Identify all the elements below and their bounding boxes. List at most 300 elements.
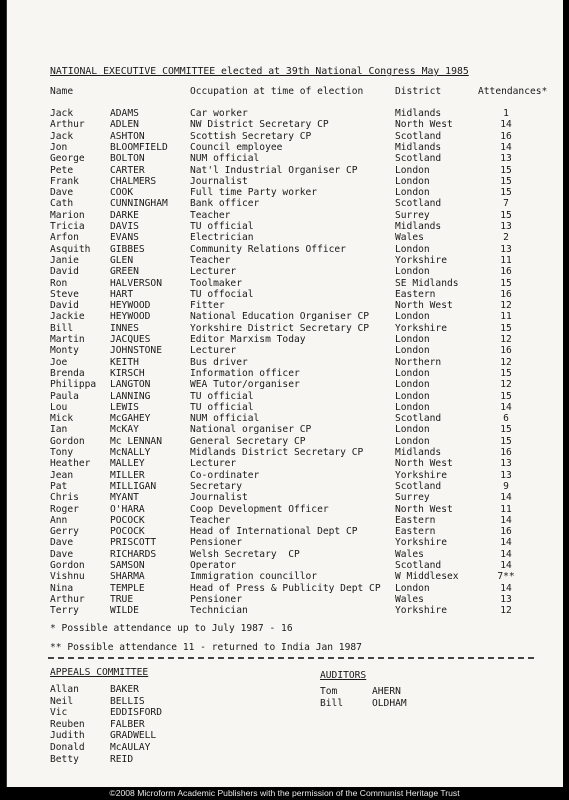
member-attendances: 16: [500, 526, 512, 538]
header-name: Name: [50, 86, 74, 97]
member-last-name: TRUE: [110, 593, 134, 605]
table-row: [6, 549, 563, 560]
member-occupation: Lecturer: [190, 266, 237, 278]
member-attendances: 1: [503, 108, 509, 119]
member-first-name: George: [50, 153, 85, 165]
member-occupation: TU offocial: [190, 288, 254, 300]
header-occupation: Occupation at time of election: [190, 86, 364, 97]
header-attendances: Attendances*: [478, 86, 548, 97]
member-occupation: Coop Development Officer: [190, 503, 329, 515]
member-district: London: [395, 243, 430, 255]
member-occupation: Teacher: [190, 209, 231, 221]
member-occupation: Nat'l Industrial Organiser CP: [190, 164, 358, 176]
member-attendances: 14: [500, 119, 512, 131]
member-occupation: NW District Secretary CP: [190, 119, 329, 131]
member-first-name: Steve: [50, 288, 79, 300]
member-last-name: MALLEY: [110, 458, 145, 470]
member-occupation: Journalist: [190, 175, 248, 187]
table-row: [6, 470, 563, 481]
member-last-name: DARKE: [110, 209, 139, 221]
member-last-name: RICHARDS: [110, 548, 157, 560]
table-row: [6, 436, 563, 447]
member-attendances: 11: [500, 311, 512, 323]
appeals-last-name: BAKER: [110, 684, 139, 695]
member-last-name: POCOCK: [110, 526, 145, 538]
member-attendances: 16: [500, 130, 512, 142]
table-row: [6, 357, 563, 368]
member-first-name: Gerry: [50, 526, 79, 538]
member-attendances: 11: [500, 254, 512, 266]
member-last-name: SAMSON: [110, 560, 145, 571]
member-first-name: Nina: [50, 582, 74, 594]
member-district: London: [395, 266, 430, 278]
member-district: Yorkshire: [395, 469, 447, 481]
member-first-name: Arthur: [50, 593, 85, 605]
table-row: [6, 345, 563, 356]
member-attendances: 14: [500, 492, 512, 504]
member-last-name: O'HARA: [110, 503, 145, 515]
member-last-name: McGAHEY: [110, 413, 151, 425]
appeals-last-name: REID: [110, 753, 134, 765]
member-last-name: MYANT: [110, 492, 139, 504]
member-district: London: [395, 435, 430, 447]
member-attendances: 14: [500, 548, 512, 560]
member-district: Surrey: [395, 492, 430, 504]
auditor-first-name: Tom: [320, 686, 338, 697]
appeals-last-name: McAULAY: [110, 742, 151, 753]
member-occupation: Car worker: [190, 108, 248, 119]
auditor-last-name: OLDHAM: [372, 697, 407, 709]
table-row: [6, 504, 563, 515]
member-district: London: [395, 311, 430, 323]
copyright-footer: ©2008 Microform Academic Publishers with the permission of the Communist Heritage Trust: [109, 788, 460, 798]
member-first-name: Frank: [50, 175, 79, 187]
member-district: London: [395, 187, 430, 199]
member-occupation: Midlands District Secretary CP: [190, 447, 364, 458]
member-first-name: Pat: [50, 480, 68, 492]
member-district: SE Midlands: [395, 277, 459, 289]
auditor-last-name: AHERN: [372, 686, 401, 697]
member-first-name: Philippa: [50, 379, 97, 391]
member-last-name: SHARMA: [110, 571, 145, 583]
member-last-name: BOLTON: [110, 153, 145, 165]
member-first-name: Dave: [50, 548, 74, 560]
member-first-name: Arfon: [50, 232, 79, 244]
member-attendances: 12: [500, 605, 512, 617]
table-row: [6, 379, 563, 390]
table-row: [6, 165, 563, 176]
member-district: North West: [395, 119, 453, 131]
member-attendances: 2: [503, 232, 509, 244]
dashed-divider: [48, 657, 534, 659]
member-last-name: JOHNSTONE: [110, 345, 162, 357]
member-last-name: LANNING: [110, 390, 151, 402]
member-district: W Middlesex: [395, 571, 459, 583]
member-attendances: 13: [500, 153, 512, 165]
member-district: London: [395, 334, 430, 345]
member-first-name: Lou: [50, 401, 68, 413]
member-district: Yorkshire: [395, 322, 447, 334]
member-last-name: LANGTON: [110, 379, 151, 391]
member-attendances: 12: [500, 300, 512, 312]
header-district: District: [395, 86, 442, 97]
member-district: London: [395, 424, 430, 436]
table-row: [6, 198, 563, 209]
member-first-name: Vishnu: [50, 571, 85, 583]
appeals-last-name: EDDISFORD: [110, 707, 162, 719]
member-district: London: [395, 582, 430, 594]
member-first-name: Marion: [50, 209, 85, 221]
member-district: Wales: [395, 548, 424, 560]
member-first-name: Roger: [50, 503, 79, 515]
member-occupation: National Education Organiser CP: [190, 311, 370, 323]
member-first-name: Tricia: [50, 221, 85, 232]
member-first-name: Gordon: [50, 560, 85, 571]
member-last-name: KEITH: [110, 356, 139, 368]
member-district: Northern: [395, 356, 442, 368]
member-first-name: Cath: [50, 198, 74, 210]
member-attendances: 15: [500, 175, 512, 187]
table-row: [6, 368, 563, 379]
member-district: Midlands: [395, 221, 442, 232]
member-attendances: 13: [500, 221, 512, 232]
member-last-name: KIRSCH: [110, 367, 145, 379]
table-row: [6, 244, 563, 255]
member-attendances: 15: [500, 390, 512, 402]
member-first-name: Arthur: [50, 119, 85, 131]
member-attendances: 15: [500, 277, 512, 289]
member-occupation: Co-ordinater: [190, 469, 260, 481]
member-district: Midlands: [395, 108, 442, 119]
table-row: [6, 176, 563, 187]
table-row: [6, 402, 563, 413]
member-attendances: 11: [500, 503, 512, 515]
table-row: [6, 594, 563, 605]
member-district: Scotland: [395, 560, 442, 571]
table-row: [6, 458, 563, 469]
member-occupation: Scottish Secretary CP: [190, 130, 312, 142]
member-last-name: EVANS: [110, 232, 139, 244]
member-occupation: Yorkshire District Secretary CP: [190, 322, 370, 334]
member-attendances: 15: [500, 367, 512, 379]
appeals-last-name: FALBER: [110, 718, 145, 730]
member-first-name: Jackie: [50, 311, 85, 323]
member-attendances: 15: [500, 435, 512, 447]
member-first-name: Terry: [50, 605, 79, 617]
appeals-first-name: Vic: [50, 707, 68, 719]
member-occupation: Teacher: [190, 514, 231, 526]
member-first-name: Brenda: [50, 367, 85, 379]
member-occupation: Information officer: [190, 367, 300, 379]
member-occupation: TU official: [190, 401, 254, 413]
member-attendances: 14: [500, 401, 512, 413]
member-district: Scotland: [395, 198, 442, 210]
member-attendances: 16: [500, 447, 512, 458]
appeals-last-name: BELLIS: [110, 695, 145, 707]
member-last-name: WILDE: [110, 605, 139, 617]
member-occupation: Full time Party worker: [190, 187, 318, 199]
appeals-first-name: Judith: [50, 730, 85, 742]
member-last-name: HART: [110, 288, 134, 300]
member-last-name: DAVIS: [110, 221, 139, 232]
member-last-name: HEYWOOD: [110, 300, 151, 312]
member-occupation: Editor Marxism Today: [190, 334, 306, 345]
table-row: [6, 300, 563, 311]
member-last-name: McKAY: [110, 424, 139, 436]
member-district: Wales: [395, 593, 424, 605]
member-district: Wales: [395, 232, 424, 244]
table-row: [6, 560, 563, 571]
member-attendances: 12: [500, 379, 512, 391]
member-occupation: TU official: [190, 390, 254, 402]
member-attendances: 6: [503, 413, 509, 425]
member-attendances: 13: [500, 593, 512, 605]
member-first-name: Asquith: [50, 243, 91, 255]
member-occupation: Welsh Secretary CP: [190, 548, 300, 560]
member-attendances: 7: [503, 198, 509, 210]
footnote-single-star: * Possible attendance up to July 1987 - 16: [50, 622, 293, 634]
member-district: London: [395, 345, 430, 357]
member-occupation: WEA Tutor/organiser: [190, 379, 300, 391]
table-row: [6, 210, 563, 221]
member-district: Midlands: [395, 141, 442, 153]
member-first-name: Jon: [50, 141, 68, 153]
member-last-name: HEYWOOD: [110, 311, 151, 323]
member-occupation: National organiser CP: [190, 424, 312, 436]
member-last-name: LEWIS: [110, 401, 139, 413]
member-occupation: Pensioner: [190, 593, 242, 605]
member-district: Yorkshire: [395, 254, 447, 266]
member-district: Eastern: [395, 514, 436, 526]
member-occupation: Lecturer: [190, 458, 237, 470]
member-first-name: Joe: [50, 356, 68, 368]
table-row: [6, 571, 563, 582]
member-last-name: GIBBES: [110, 243, 145, 255]
member-occupation: Operator: [190, 560, 237, 571]
document-page: [6, 0, 563, 787]
member-occupation: Head of Press & Publicity Dept CP: [190, 582, 381, 594]
member-last-name: MILLIGAN: [110, 480, 157, 492]
member-occupation: Lecturer: [190, 345, 237, 357]
member-occupation: Council employee: [190, 141, 283, 153]
table-row: [6, 323, 563, 334]
member-occupation: Electrician: [190, 232, 254, 244]
member-first-name: Janie: [50, 254, 79, 266]
member-last-name: CUNNINGHAM: [110, 198, 168, 210]
member-last-name: Mc LENNAN: [110, 435, 162, 447]
member-district: London: [395, 401, 430, 413]
member-attendances: 7**: [497, 571, 515, 583]
member-occupation: Bank officer: [190, 198, 260, 210]
auditor-first-name: Bill: [320, 697, 344, 709]
appeals-first-name: Neil: [50, 695, 74, 707]
member-attendances: 14: [500, 537, 512, 549]
member-occupation: Teacher: [190, 254, 231, 266]
member-district: London: [395, 379, 430, 391]
table-row: [6, 605, 563, 616]
member-last-name: MILLER: [110, 469, 145, 481]
table-row: [6, 289, 563, 300]
table-row: [6, 278, 563, 289]
member-last-name: POCOCK: [110, 514, 145, 526]
member-district: Scotland: [395, 153, 442, 165]
appeals-first-name: Donald: [50, 742, 85, 753]
member-first-name: Ann: [50, 514, 68, 526]
table-row: [6, 424, 563, 435]
table-row: [6, 131, 563, 142]
member-attendances: 14: [500, 514, 512, 526]
table-row: [6, 447, 563, 458]
member-district: Scotland: [395, 480, 442, 492]
member-first-name: Dave: [50, 537, 74, 549]
member-attendances: 12: [500, 356, 512, 368]
member-attendances: 15: [500, 424, 512, 436]
member-last-name: CARTER: [110, 164, 145, 176]
member-attendances: 15: [500, 187, 512, 199]
appeals-committee-title: APPEALS COMMITTEE: [50, 667, 149, 678]
auditors-title: AUDITORS: [320, 670, 367, 681]
member-occupation: NUM official: [190, 153, 260, 165]
member-first-name: Gordon: [50, 435, 85, 447]
member-occupation: General Secretary CP: [190, 435, 306, 447]
appeals-last-name: GRADWELL: [110, 730, 157, 742]
member-occupation: Bus driver: [190, 356, 248, 368]
member-last-name: JACQUES: [110, 334, 151, 345]
member-last-name: CHALMERS: [110, 175, 157, 187]
appeals-first-name: Reuben: [50, 718, 85, 730]
member-attendances: 12: [500, 334, 512, 345]
member-attendances: 9: [503, 480, 509, 492]
member-occupation: Technician: [190, 605, 248, 617]
table-row: [6, 221, 563, 232]
member-last-name: McNALLY: [110, 447, 151, 458]
member-last-name: PRISCOTT: [110, 537, 157, 549]
member-attendances: 13: [500, 458, 512, 470]
table-row: [6, 481, 563, 492]
member-district: Scotland: [395, 413, 442, 425]
member-district: London: [395, 175, 430, 187]
member-last-name: COOK: [110, 187, 134, 199]
member-last-name: HALVERSON: [110, 277, 162, 289]
member-last-name: BLOOMFIELD: [110, 141, 168, 153]
member-first-name: Jean: [50, 469, 74, 481]
table-row: [6, 413, 563, 424]
member-attendances: 16: [500, 266, 512, 278]
member-first-name: Paula: [50, 390, 79, 402]
table-row: [6, 537, 563, 548]
table-row: [6, 108, 563, 119]
member-first-name: Pete: [50, 164, 74, 176]
member-district: North West: [395, 300, 453, 312]
member-district: North West: [395, 458, 453, 470]
table-row: [6, 583, 563, 594]
member-last-name: INNES: [110, 322, 139, 334]
member-attendances: 14: [500, 141, 512, 153]
table-row: [6, 311, 563, 322]
member-occupation: Pensioner: [190, 537, 242, 549]
member-last-name: TEMPLE: [110, 582, 145, 594]
member-occupation: Fitter: [190, 300, 225, 312]
member-occupation: Community Relations Officer: [190, 243, 346, 255]
member-occupation: NUM official: [190, 413, 260, 425]
member-first-name: Jack: [50, 108, 74, 119]
member-last-name: GLEN: [110, 254, 134, 266]
member-occupation: Secretary: [190, 480, 242, 492]
member-attendances: 16: [500, 288, 512, 300]
member-district: London: [395, 390, 430, 402]
member-first-name: Tony: [50, 447, 74, 458]
appeals-first-name: Allan: [50, 684, 79, 695]
member-last-name: GREEN: [110, 266, 139, 278]
table-row: [6, 334, 563, 345]
member-district: Midlands: [395, 447, 442, 458]
member-last-name: ADLEN: [110, 119, 139, 131]
table-row: [6, 119, 563, 130]
member-first-name: Martin: [50, 334, 85, 345]
table-row: [6, 526, 563, 537]
member-attendances: 14: [500, 582, 512, 594]
document-title: NATIONAL EXECUTIVE COMMITTEE elected at 39th National Congress May 1985: [50, 66, 469, 77]
member-attendances: 15: [500, 164, 512, 176]
table-row: [6, 266, 563, 277]
member-attendances: 16: [500, 345, 512, 357]
member-attendances: 13: [500, 243, 512, 255]
member-first-name: Mick: [50, 413, 74, 425]
member-last-name: ASHTON: [110, 130, 145, 142]
member-district: Yorkshire: [395, 605, 447, 617]
appeals-first-name: Betty: [50, 753, 79, 765]
member-attendances: 15: [500, 322, 512, 334]
member-first-name: Chris: [50, 492, 79, 504]
member-occupation: Head of International Dept CP: [190, 526, 358, 538]
table-row: [6, 232, 563, 243]
footnote-double-star: ** Possible attendance 11 - returned to India Jan 1987: [50, 641, 362, 653]
table-row: [6, 492, 563, 503]
member-last-name: ADAMS: [110, 108, 139, 119]
member-district: Eastern: [395, 288, 436, 300]
member-district: North West: [395, 503, 453, 515]
table-row: [6, 391, 563, 402]
member-first-name: Ian: [50, 424, 68, 436]
member-first-name: Dave: [50, 187, 74, 199]
member-first-name: Jack: [50, 130, 74, 142]
member-attendances: 15: [500, 209, 512, 221]
member-first-name: Ron: [50, 277, 68, 289]
member-district: Surrey: [395, 209, 430, 221]
table-row: [6, 187, 563, 198]
member-district: Yorkshire: [395, 537, 447, 549]
member-district: London: [395, 367, 430, 379]
member-district: Eastern: [395, 526, 436, 538]
member-first-name: David: [50, 266, 79, 278]
member-district: London: [395, 164, 430, 176]
member-first-name: David: [50, 300, 79, 312]
member-occupation: Journalist: [190, 492, 248, 504]
member-occupation: Immigration councillor: [190, 571, 318, 583]
member-occupation: Toolmaker: [190, 277, 242, 289]
member-first-name: Heather: [50, 458, 91, 470]
table-row: [6, 153, 563, 164]
member-district: Scotland: [395, 130, 442, 142]
member-occupation: TU official: [190, 221, 254, 232]
member-attendances: 13: [500, 469, 512, 481]
member-first-name: Bill: [50, 322, 74, 334]
member-first-name: Monty: [50, 345, 79, 357]
table-row: [6, 142, 563, 153]
table-row: [6, 515, 563, 526]
member-attendances: 14: [500, 560, 512, 571]
table-row: [6, 255, 563, 266]
